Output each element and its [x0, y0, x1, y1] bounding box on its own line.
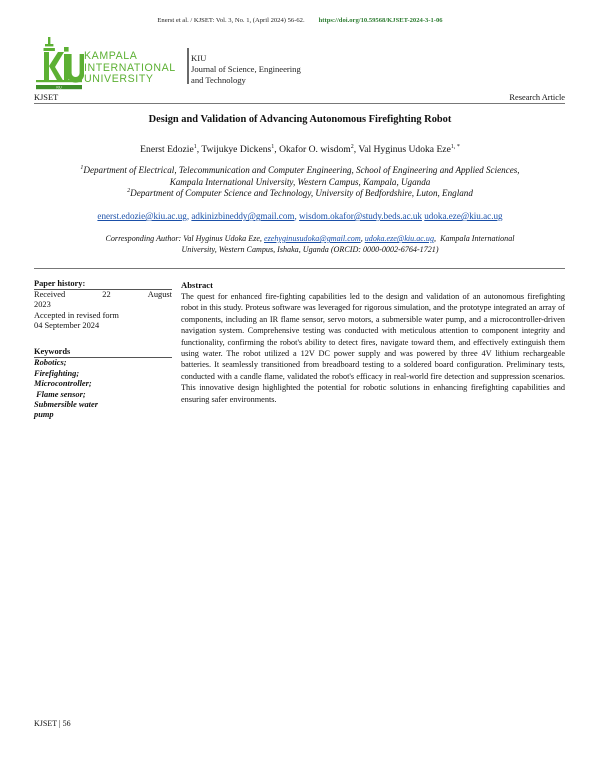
corresp-email-link[interactable]: udoka.eze@kiu.ac.ug	[364, 234, 434, 243]
author-list: Enerst Edozie$^1$, Twijukye Dickens$^1$, Okafor O. wisdom$^2$, Val Hyginus Udoka Eze$^{1, *}$	[140, 143, 460, 155]
author-affil-sup: 2	[350, 143, 354, 150]
journal-line-1: KIU	[191, 53, 207, 63]
affil-2-line-1: Department of Computer Science and Technology, University of Bedfordshire, Luton, England	[130, 188, 473, 199]
journal-divider	[187, 48, 189, 84]
keywords-box	[34, 347, 172, 421]
author-name: Val Hyginus Udoka Eze	[358, 144, 451, 155]
corresponding-author: Corresponding Author: Val Hyginus Udoka Eze, ezehyginusudoka@gmail.com, udoka.eze@kiu.ac.ug, Kampala International University, Western Campus, Ishaka, Uganda (ORCID: 0000-0002-6764-1721)	[60, 233, 560, 256]
masthead-journal: KJSET	[34, 93, 59, 102]
abstract-heading: Abstract	[181, 280, 213, 290]
author-affil-sup: 1	[193, 143, 197, 150]
keywords-heading: Keywords	[34, 347, 71, 356]
citation-text: Enerst et al. / KJSET: Vol. 3, No. 1, (April 2024) 56-62.	[157, 17, 305, 24]
history-heading: Paper history:	[34, 279, 86, 288]
received-label: Received	[34, 290, 66, 300]
university-logo	[34, 36, 184, 92]
footer-journal: KJSET	[34, 719, 57, 728]
received-line	[34, 290, 172, 300]
kiu-logo-icon	[34, 36, 84, 92]
received-month: August	[147, 290, 172, 300]
paper-history	[34, 279, 172, 331]
affiliation-1	[30, 165, 570, 200]
email-link[interactable]: wisdom.okafor@study.beds.ac.uk	[299, 211, 422, 221]
keyword-item: Submersible water	[34, 400, 98, 410]
affil-sup: 2	[127, 188, 131, 195]
section-rule	[34, 268, 565, 269]
keyword-item: pump	[34, 410, 54, 420]
email-link[interactable]: enerst.edozie@kiu.ac.ug	[97, 211, 187, 221]
running-header	[0, 17, 600, 24]
corresp-prefix: Corresponding Author: Val Hyginus Udoka Eze,	[105, 234, 262, 243]
header-rule	[34, 103, 565, 104]
received-year: 2023	[34, 300, 51, 310]
keyword-item: Flame sensor;	[34, 389, 86, 399]
logo-wordmark	[84, 51, 176, 86]
keyword-item: Firefighting;	[34, 368, 80, 378]
accepted-label: Accepted in revised form	[34, 310, 119, 320]
author-affil-sup: 1, *	[450, 143, 460, 150]
keyword-item: Robotics;	[34, 358, 67, 368]
affil-1-line-2: Kampala International University, Western Campus, Kampala, Uganda	[169, 176, 431, 187]
logo-line-2: INTERNATIONAL	[84, 61, 176, 74]
author-name: Twijukye Dickens	[201, 144, 272, 155]
logo-line-3: UNIVERSITY	[84, 73, 154, 85]
journal-line-2: Journal of Science, Engineering	[191, 63, 301, 74]
email-link[interactable]: adkinizbineddy@gmail.com	[191, 211, 295, 221]
journal-line-3: and Technology	[191, 74, 246, 85]
paper-title: Design and Validation of Advancing Autonomous Firefighting Robot	[148, 114, 452, 125]
abstract-text: The quest for enhanced fire-fighting capabilities led to the design and validation of an autonomous firefighting robot in this study. Proteus software was leveraged for rigorous simulation, and the prototype integrated an array of components, including an IR flame sensor, servo motors, a submersible water pump, and a microcontroller-driven navigation system. Comprehensive testing was conducted with meticulous attention to component integrity and functionality, confirming the robot's ability to detect fires, navigate toward them, and effectively extinguish them using water. The robot utilized a 12V DC power supply and was powered by three 4V lithium rechargeable batteries. It seamlessly transitioned from breadboard testing to a soldered board configuration. Preliminary tests, conducted with a candle flame, validated the robot's efficacy in real-world fire detection and suppression scenarios. This innovative design highlighted the potential for robotic solutions in enhancing firefighting capabilities and ensuring safer environments.	[181, 292, 565, 404]
author-emails: enerst.edozie@kiu.ac.ug, adkinizbineddy@gmail.com, wisdom.okafor@study.beds.ac.uk udoka.eze@kiu.ac.ug	[97, 211, 503, 221]
journal-name	[191, 53, 301, 85]
author-affil-sup: 1	[271, 143, 275, 150]
author-name: Okafor O. wisdom	[279, 144, 351, 155]
affil-sup: 1	[80, 164, 84, 171]
logo-line-1: KAMPALA	[84, 50, 138, 62]
received-day: 22	[102, 290, 111, 300]
email-link[interactable]: udoka.eze@kiu.ac.ug	[424, 211, 503, 221]
author-name: Enerst Edozie	[140, 144, 194, 155]
corresp-email-link[interactable]: ezehyginusudoka@gmail.com	[264, 234, 361, 243]
doi-link[interactable]: https://doi.org/10.59568/KJSET-2024-3-1-06	[318, 17, 443, 24]
accepted-date: 04 September 2024	[34, 320, 100, 330]
affil-1-line-1: Department of Electrical, Telecommunication and Computer Engineering, School of Engineering and Applied Sciences,	[83, 165, 520, 175]
page-footer: KJSET | 56	[34, 719, 71, 728]
corresp-line-2: University, Western Campus, Ishaka, Uganda (ORCID: 0000-0002-6764-1721)	[181, 245, 439, 255]
corresp-suffix: Kampala International	[440, 234, 515, 243]
logo-banner-text: KIU	[56, 85, 62, 90]
article-type: Research Article	[509, 93, 565, 102]
keyword-item: Microcontroller;	[34, 379, 92, 389]
page-number: 56	[62, 719, 71, 728]
